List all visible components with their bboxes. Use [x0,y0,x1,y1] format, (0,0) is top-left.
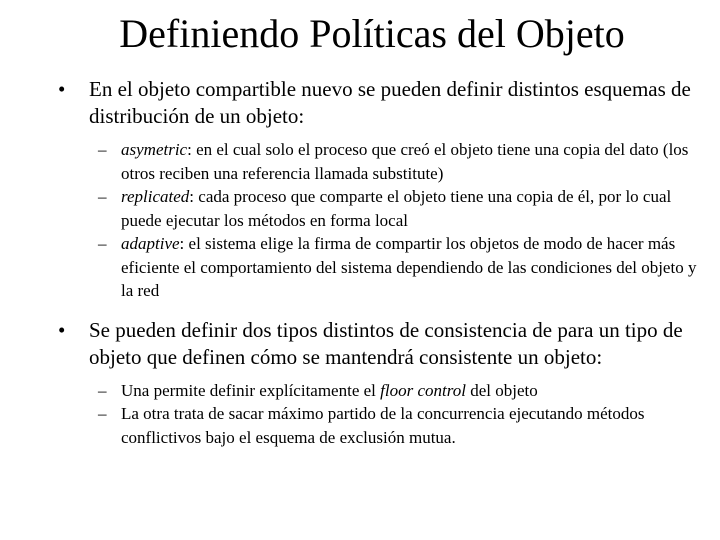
bullet-text: Se pueden definir dos tipos distintos de consistencia de para un tipo de objeto que definen cómo se mantendrá consistente un objeto: [89,317,683,369]
bullet-text: En el objeto compartible nuevo se pueden definir distintos esquemas de distribución de un objeto: [89,77,691,128]
sub-item-adaptive [0,232,720,303]
term-asymetric: asymetric [121,140,188,159]
sublist-distribution-schemes [0,138,720,303]
dash-mark: – [98,140,107,159]
dash-mark: – [98,404,107,423]
sub-item-asymetric [0,138,720,185]
sub-item-floor-control [0,379,720,403]
sublist-consistency-types [0,379,720,450]
sub-item-text: : cada proceso que comparte el objeto tiene una copia de él, por lo cual puede ejecutar los métodos en forma local [121,187,672,230]
bullet-mark: • [58,77,66,101]
sub-item-replicated [0,185,720,232]
sub-item-text-before: Una permite definir explícitamente el [121,380,381,400]
sub-item-text: : el sistema elige la firma de compartir los objetos de modo de hacer más eficiente el comportamiento del sistema dependiendo de las condiciones del objeto y la red [121,234,697,300]
sub-item-text-after: del objeto [465,380,538,400]
dash-mark: – [98,234,107,253]
bullet-consistency-types [0,317,720,371]
bullet-mark: • [58,317,66,342]
bullet-distribution-schemes [0,76,720,130]
term-adaptive: adaptive [121,234,180,253]
slide-title: Definiendo Políticas del Objeto [119,11,625,56]
sub-item-mutual-exclusion [0,402,720,449]
term-floor-control: floor control [380,380,466,400]
dash-mark: – [98,187,107,206]
sub-item-text: : en el cual solo el proceso que creó el objeto tiene una copia del dato (los otros reciben una referencia llamada substitute) [121,140,689,183]
sub-item-text: La otra trata de sacar máximo partido de la concurrencia ejecutando métodos conflictivos bajo el esquema de exclusión mutua. [121,404,645,447]
slide-body [0,76,720,449]
dash-mark: – [98,380,107,400]
term-replicated: replicated [121,187,190,206]
